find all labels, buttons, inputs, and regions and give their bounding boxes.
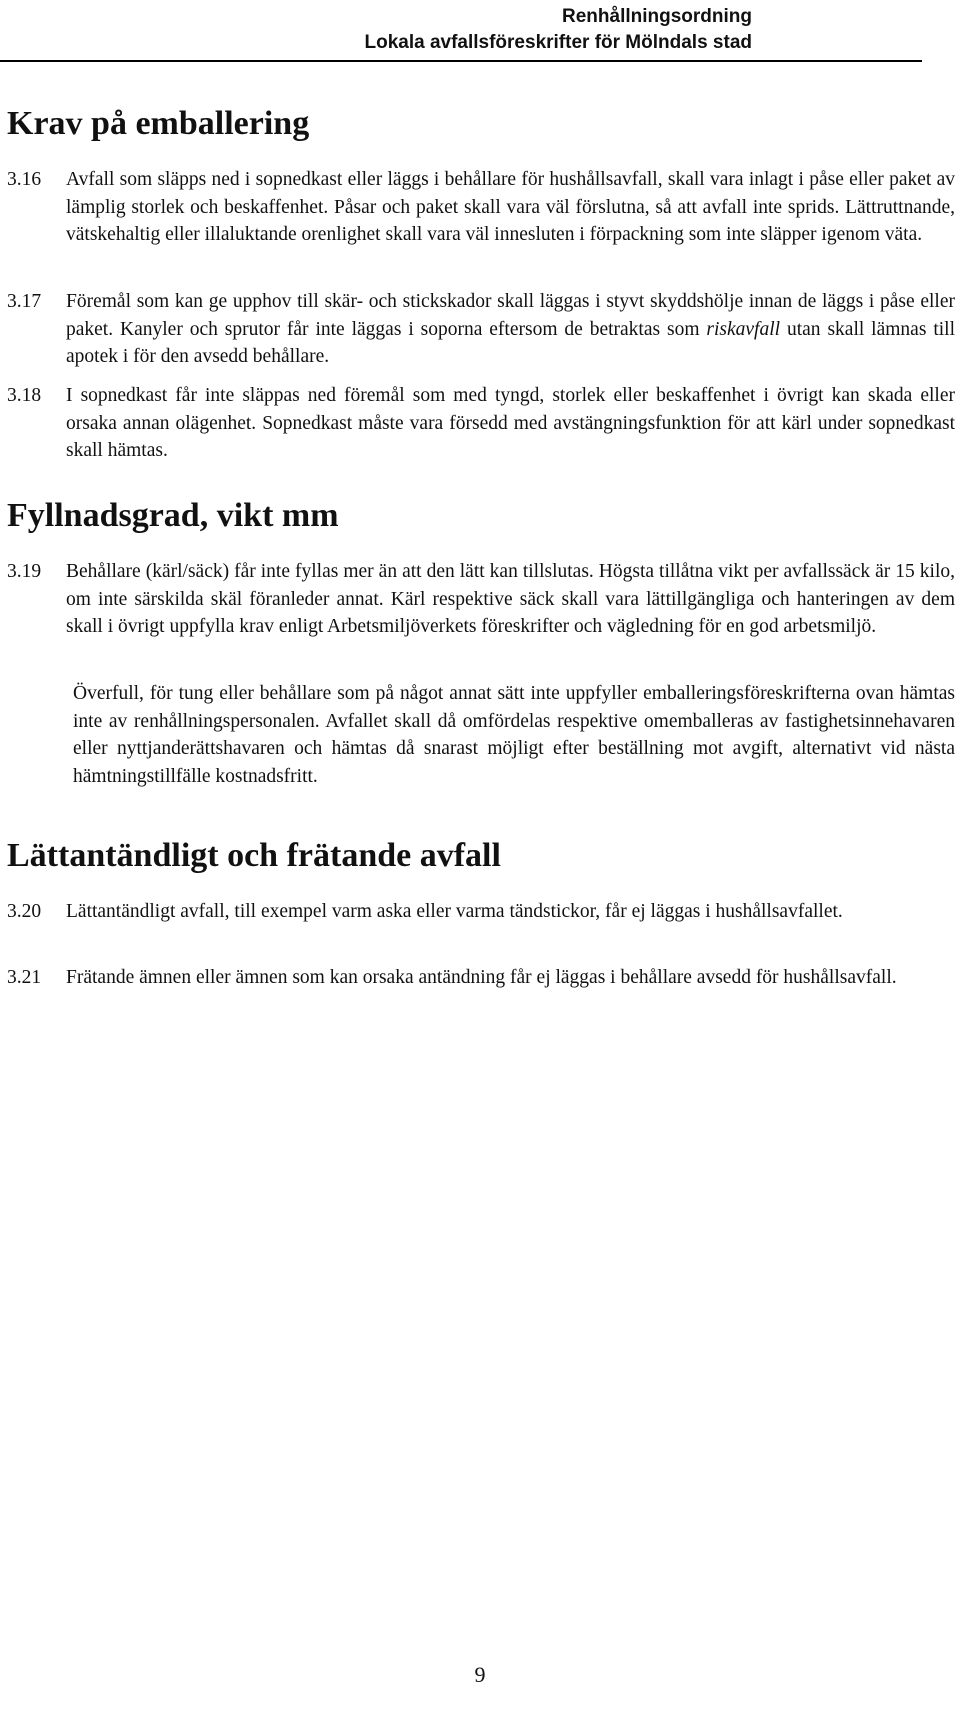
paragraph-3-18 xyxy=(0,382,955,465)
running-header-subtitle: Lokala avfallsföreskrifter för Mölndals stad xyxy=(364,32,752,53)
paragraph-text: Avfall som släpps ned i sopnedkast eller läggs i behållare för hushållsavfall, skall vara inlagt i påse eller paket av lämplig storlek och beskaffenhet. Påsar och paket skall vara väl förslutna, så att avfall inte sprids. Lättruttnande, vätskehaltig eller illaluktande orenlighet skall vara väl innesluten i förpackning som inte släpper igenom väta. xyxy=(66,169,955,245)
paragraph-3-19-continuation: Överfull, för tung eller behållare som på något annat sätt inte uppfyller emballeringsföreskrifterna ovan hämtas inte av renhållningspersonalen. Avfallet skall då omfördelas respektive omemballeras av fastighetsinnehavaren eller nyttjanderättshavaren och hämtas då snarast möjligt efter beställning mot avgift, alternativt vid nästa hämtningstillfälle kostnadsfritt. xyxy=(73,683,955,787)
paragraph-3-20 xyxy=(0,898,955,926)
paragraph-text xyxy=(66,288,955,371)
paragraph-number: 3.21 xyxy=(7,967,42,988)
running-header-title: Renhållningsordning xyxy=(562,6,752,27)
section-heading-fyllnadsgrad: Fyllnadsgrad, vikt mm xyxy=(7,497,339,534)
paragraph-3-21 xyxy=(0,964,955,992)
paragraph-text: I sopnedkast får inte släppas ned föremål som med tyngd, storlek eller beskaffenhet i övrigt kan skada eller orsaka annan olägenhet. Sopnedkast måste vara försedd med avstängningsfunktion för att kärl under sopnedkast skall hämtas. xyxy=(66,385,955,461)
page-number: 9 xyxy=(474,1662,486,1687)
paragraph-number: 3.20 xyxy=(7,901,42,922)
paragraph-number: 3.19 xyxy=(7,561,42,582)
emphasis-riskavfall: riskavfall xyxy=(706,318,781,340)
paragraph-3-19 xyxy=(0,558,955,641)
paragraph-text: Frätande ämnen eller ämnen som kan orsaka antändning får ej läggas i behållare avsedd för hushållsavfall. xyxy=(66,967,897,988)
paragraph-text-part: utan skall lämnas till apotek i för den avsedd behållare. xyxy=(66,318,955,367)
paragraph-number: 3.18 xyxy=(7,385,42,406)
paragraph-3-16 xyxy=(0,166,955,249)
header-rule xyxy=(0,60,922,62)
paragraph-text: Lättantändligt avfall, till exempel varm aska eller varma tändstickor, får ej läggas i hushållsavfallet. xyxy=(66,901,843,922)
paragraph-text: Behållare (kärl/säck) får inte fyllas mer än att den lätt kan tillslutas. Högsta tillåtna vikt per avfallssäck är 15 kilo, om inte särskilda skäl föranleder annat. Kärl respektive säck skall vara lättillgängliga och hanteringen av dem skall i övrigt uppfylla krav enligt Arbetsmiljöverkets föreskrifter och vägledning för en god arbetsmiljö. xyxy=(66,561,955,637)
section-heading-lattantandligt: Lättantändligt och frätande avfall xyxy=(7,837,501,874)
paragraph-text-part: Föremål som kan ge upphov till skär- och stickskador skall läggas i styvt skyddshölje innan de läggs i påse eller paket. Kanyler och sprutor får inte läggas i soporna eftersom de betraktas som xyxy=(66,291,955,340)
section-heading-krav-pa-emballering: Krav på emballering xyxy=(7,105,310,142)
paragraph-3-17 xyxy=(0,288,955,371)
paragraph-number: 3.16 xyxy=(7,169,42,190)
paragraph-number: 3.17 xyxy=(7,291,42,312)
